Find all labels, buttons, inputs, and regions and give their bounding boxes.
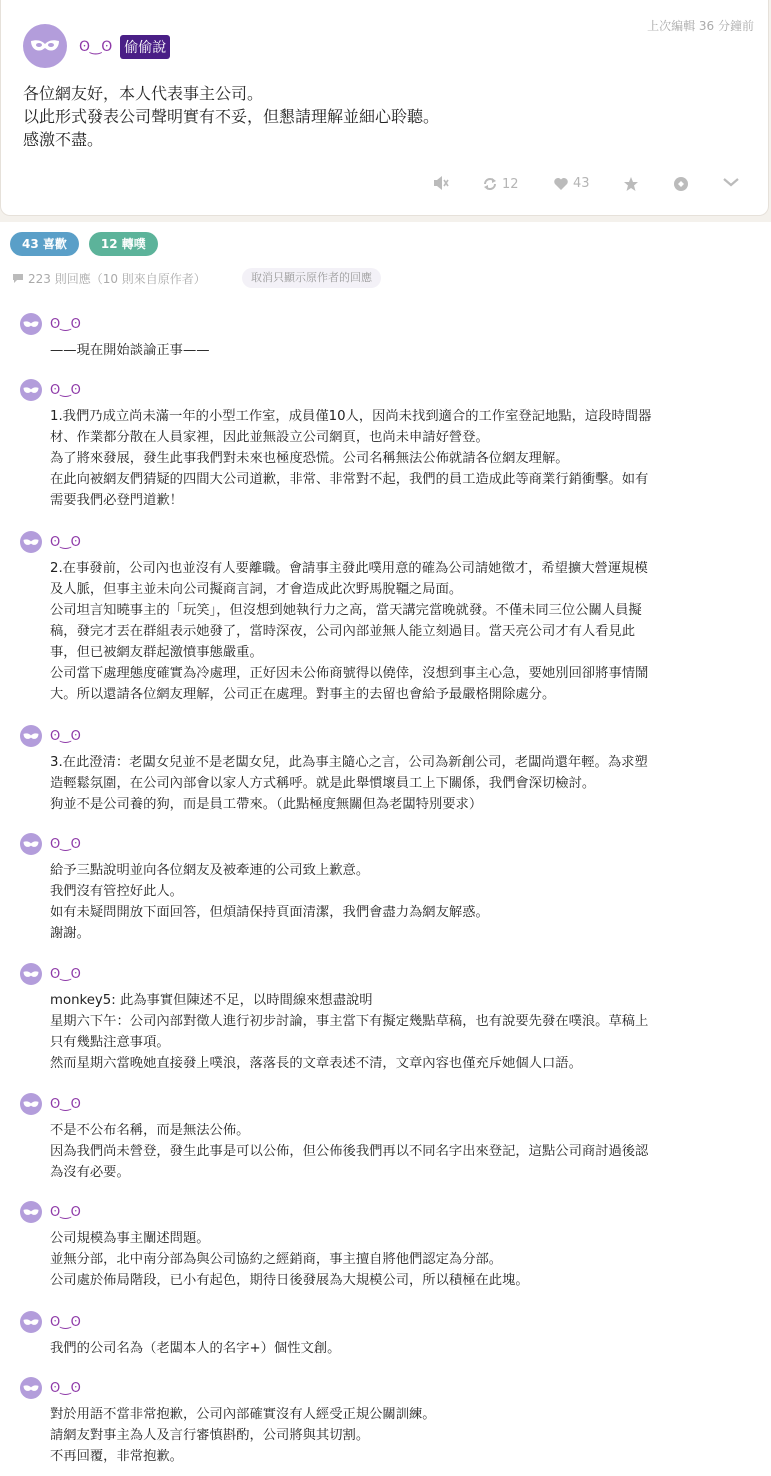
comment bbox=[20, 1200, 755, 1291]
comment bbox=[20, 724, 755, 815]
commenter-avatar[interactable] bbox=[20, 833, 42, 855]
favorite-button[interactable] bbox=[623, 176, 639, 192]
edited-timestamp: 上次編輯 36 分鐘前 bbox=[647, 19, 754, 33]
reshare-icon bbox=[482, 176, 498, 192]
commenter-name[interactable]: ʘ‿ʘ bbox=[50, 382, 81, 398]
comment-line: 為了將來發展，發生此事我們對未來也極度恐慌。公司名稱無法公佈就請各位網友理解。 bbox=[50, 451, 569, 466]
reshares-pill[interactable]: 12 轉噗 bbox=[89, 232, 158, 256]
post-area bbox=[0, 0, 771, 222]
comment-line: 需要我們必登門道歉！ bbox=[50, 493, 183, 508]
comment-line: ——現在開始談論正事—— bbox=[50, 343, 210, 358]
commenter-avatar[interactable] bbox=[20, 531, 42, 553]
mute-icon bbox=[433, 176, 449, 190]
comment-line: 狗並不是公司養的狗，而是員工帶來。（此點極度無關但為老闆特別要求） bbox=[50, 797, 483, 812]
comment-line: 2.在事發前，公司內也並沒有人要離職。會請事主發此噗用意的確為公司請她徵才，希望擴大營運規模 bbox=[50, 561, 648, 576]
comment-line: 因為我們尚未營登，發生此事是可以公佈，但公佈後我們再以不同名字出來登記，這點公司商討過後認 bbox=[50, 1144, 649, 1159]
reshare-button[interactable] bbox=[482, 176, 519, 192]
comment bbox=[20, 962, 755, 1074]
comment bbox=[20, 378, 755, 511]
commenter-avatar[interactable] bbox=[20, 1311, 42, 1333]
comment-body bbox=[50, 340, 755, 361]
stats-bar bbox=[10, 232, 158, 256]
commenter-avatar[interactable] bbox=[20, 379, 42, 401]
comment-line: 為沒有必要。 bbox=[50, 1165, 130, 1180]
mask-icon bbox=[23, 386, 39, 395]
comment-line: 對於用語不當非常抱歉，公司內部確實沒有人經受正規公關訓練。 bbox=[50, 1407, 436, 1422]
commenter-name[interactable]: ʘ‿ʘ bbox=[50, 534, 81, 550]
comment-line: 在此向被網友們猜疑的四間大公司道歉，非常、非常對不起，我們的員工造成此等商業行銷衝擊。如有 bbox=[50, 472, 649, 487]
comment-line: 公司處於佈局階段，已小有起色，期待日後發展為大規模公司，所以積極在此塊。 bbox=[50, 1273, 529, 1288]
reply-summary bbox=[12, 270, 206, 287]
comment-line: 及人脈，但事主並未向公司擬商言詞，才會造成此次野馬脫韁之局面。 bbox=[50, 582, 463, 597]
commenter-avatar[interactable] bbox=[20, 1201, 42, 1223]
comment-body bbox=[50, 1404, 755, 1467]
plurk-card bbox=[0, 0, 769, 216]
mask-icon bbox=[23, 1384, 39, 1393]
comment-line: 如有未疑問開放下面回答，但煩請保持頁面清潔，我們會盡力為網友解惑。 bbox=[50, 905, 489, 920]
commenter-avatar[interactable] bbox=[20, 313, 42, 335]
comment-line: 公司坦言知曉事主的「玩笑」，但沒想到她執行力之高，當天講完當晚就發。不僅未同三位公關人員擬 bbox=[50, 603, 642, 618]
comment-line: 造輕鬆氛圍，在公司內部會以家人方式稱呼。就是此舉慣壞員工上下關係，我們會深切檢討。 bbox=[50, 776, 596, 791]
commenter-name[interactable]: ʘ‿ʘ bbox=[50, 316, 81, 332]
comment-line: 不是不公布名稱，而是無法公佈。 bbox=[50, 1123, 250, 1138]
mask-icon bbox=[23, 732, 39, 741]
mask-icon bbox=[23, 970, 39, 979]
comment-line: 不再回覆，非常抱歉。 bbox=[50, 1449, 183, 1464]
comment-line: 事，但已被網友群起激憤事態嚴重。 bbox=[50, 645, 263, 660]
post-content bbox=[23, 82, 439, 151]
like-count: 43 bbox=[573, 176, 590, 191]
comment bbox=[20, 530, 755, 705]
comment-line: 我們沒有管控好此人。 bbox=[50, 884, 183, 899]
comment bbox=[20, 1092, 755, 1183]
comment-body bbox=[50, 558, 755, 705]
comment-line: 給予三點說明並向各位網友及被牽連的公司致上歉意。 bbox=[50, 863, 370, 878]
comment bbox=[20, 1376, 755, 1467]
comment-line: 謝謝。 bbox=[50, 926, 90, 941]
like-button[interactable] bbox=[553, 176, 590, 191]
commenter-name[interactable]: ʘ‿ʘ bbox=[50, 966, 81, 982]
comment-body bbox=[50, 1338, 755, 1359]
mask-icon bbox=[23, 1100, 39, 1109]
commenter-name[interactable]: ʘ‿ʘ bbox=[50, 728, 81, 744]
comment-line: 只有幾點注意事項。 bbox=[50, 1035, 170, 1050]
comment bbox=[20, 1310, 755, 1359]
commenter-avatar[interactable] bbox=[20, 1377, 42, 1399]
comment-line: 然而星期六當晚她直接發上噗浪，落落長的文章表述不清，文章內容也僅充斥她個人口語。 bbox=[50, 1056, 582, 1071]
post-line: 各位網友好，本人代表事主公司。 bbox=[23, 84, 264, 103]
comment-line: 1.我們乃成立尚未滿一年的小型工作室，成員僅10人，因尚未找到適合的工作室登記地點，這段時間器 bbox=[50, 409, 652, 424]
mask-icon bbox=[23, 840, 39, 849]
more-options-button[interactable] bbox=[722, 176, 740, 188]
reply-count: 223 則回應（10 則來自原作者） bbox=[28, 272, 206, 286]
post-line: 以此形式發表公司聲明實有不妥，但懇請理解並細心聆聽。 bbox=[23, 107, 440, 126]
mask-icon bbox=[23, 1208, 39, 1217]
comment-line: 公司當下處理態度確實為冷處理，正好因未公佈商號得以僥倖，沒想到事主心急，要她別回卻將事情鬧 bbox=[50, 666, 649, 681]
chat-icon bbox=[12, 273, 24, 284]
comment-line: 稿，發完才丟在群組表示她發了，當時深夜，公司內部並無人能立刻過目。當天亮公司才有人看見此 bbox=[50, 624, 636, 639]
comment-body bbox=[50, 1228, 755, 1291]
chevron-down-icon bbox=[722, 176, 740, 188]
comment-line: 3.在此澄清：老闆女兒並不是老闆女兒，此為事主隨心之言，公司為新創公司，老闆尚還年輕。為求塑 bbox=[50, 755, 648, 770]
comment bbox=[20, 832, 755, 944]
commenter-avatar[interactable] bbox=[20, 963, 42, 985]
comment-line: 星期六下午：公司內部對徵人進行初步討論，事主當下有擬定幾點草稿，也有說要先發在噗浪。草稿上 bbox=[50, 1014, 649, 1029]
mask-icon bbox=[23, 320, 39, 329]
comment-body bbox=[50, 990, 755, 1074]
mask-icon bbox=[23, 538, 39, 547]
comment-line: monkey5: 此為事實但陳述不足，以時間線來想盡說明 bbox=[50, 993, 373, 1008]
commenter-name[interactable]: ʘ‿ʘ bbox=[50, 1096, 81, 1112]
author-name[interactable]: ʘ‿ʘ bbox=[79, 39, 113, 55]
comment-line: 並無分部，北中南分部為與公司協約之經銷商，事主擅自將他們認定為分部。 bbox=[50, 1252, 503, 1267]
gift-button[interactable] bbox=[673, 176, 689, 192]
comment-line: 大。所以還請各位網友理解，公司正在處理。對事主的去留也會給予最嚴格開除處分。 bbox=[50, 687, 556, 702]
commenter-name[interactable]: ʘ‿ʘ bbox=[50, 1380, 81, 1396]
show-all-replies-button[interactable]: 取消只顯示原作者的回應 bbox=[242, 268, 381, 288]
commenter-avatar[interactable] bbox=[20, 725, 42, 747]
reshare-count: 12 bbox=[502, 176, 519, 192]
star-icon bbox=[623, 176, 639, 192]
commenter-avatar[interactable] bbox=[20, 1093, 42, 1115]
mask-icon bbox=[30, 38, 60, 54]
coin-icon bbox=[673, 176, 689, 192]
comment bbox=[20, 312, 755, 361]
commenter-name[interactable]: ʘ‿ʘ bbox=[50, 836, 81, 852]
heart-icon bbox=[553, 177, 569, 191]
comment-body bbox=[50, 860, 755, 944]
commenter-name[interactable]: ʘ‿ʘ bbox=[50, 1204, 81, 1220]
comment-body bbox=[50, 1120, 755, 1183]
likes-pill[interactable]: 43 喜歡 bbox=[10, 232, 79, 256]
anonymous-badge: 偷偷說 bbox=[120, 35, 170, 59]
mute-button[interactable] bbox=[433, 176, 449, 190]
comment-body bbox=[50, 406, 755, 511]
comment-body bbox=[50, 752, 755, 815]
author-line bbox=[79, 35, 170, 59]
comment-line: 材、作業都分散在人員家裡，因此並無設立公司網頁，也尚未申請好營登。 bbox=[50, 430, 489, 445]
mask-icon bbox=[23, 1318, 39, 1327]
comment-line: 我們的公司名為（老闆本人的名字+）個性文創。 bbox=[50, 1341, 341, 1356]
comment-line: 公司規模為事主闡述問題。 bbox=[50, 1231, 210, 1246]
commenter-name[interactable]: ʘ‿ʘ bbox=[50, 1314, 81, 1330]
post-line: 感激不盡。 bbox=[23, 130, 104, 149]
author-avatar[interactable] bbox=[23, 24, 67, 68]
comment-line: 請網友對事主為人及言行審慎斟酌，公司將與其切割。 bbox=[50, 1428, 370, 1443]
post-actions bbox=[1, 176, 770, 200]
